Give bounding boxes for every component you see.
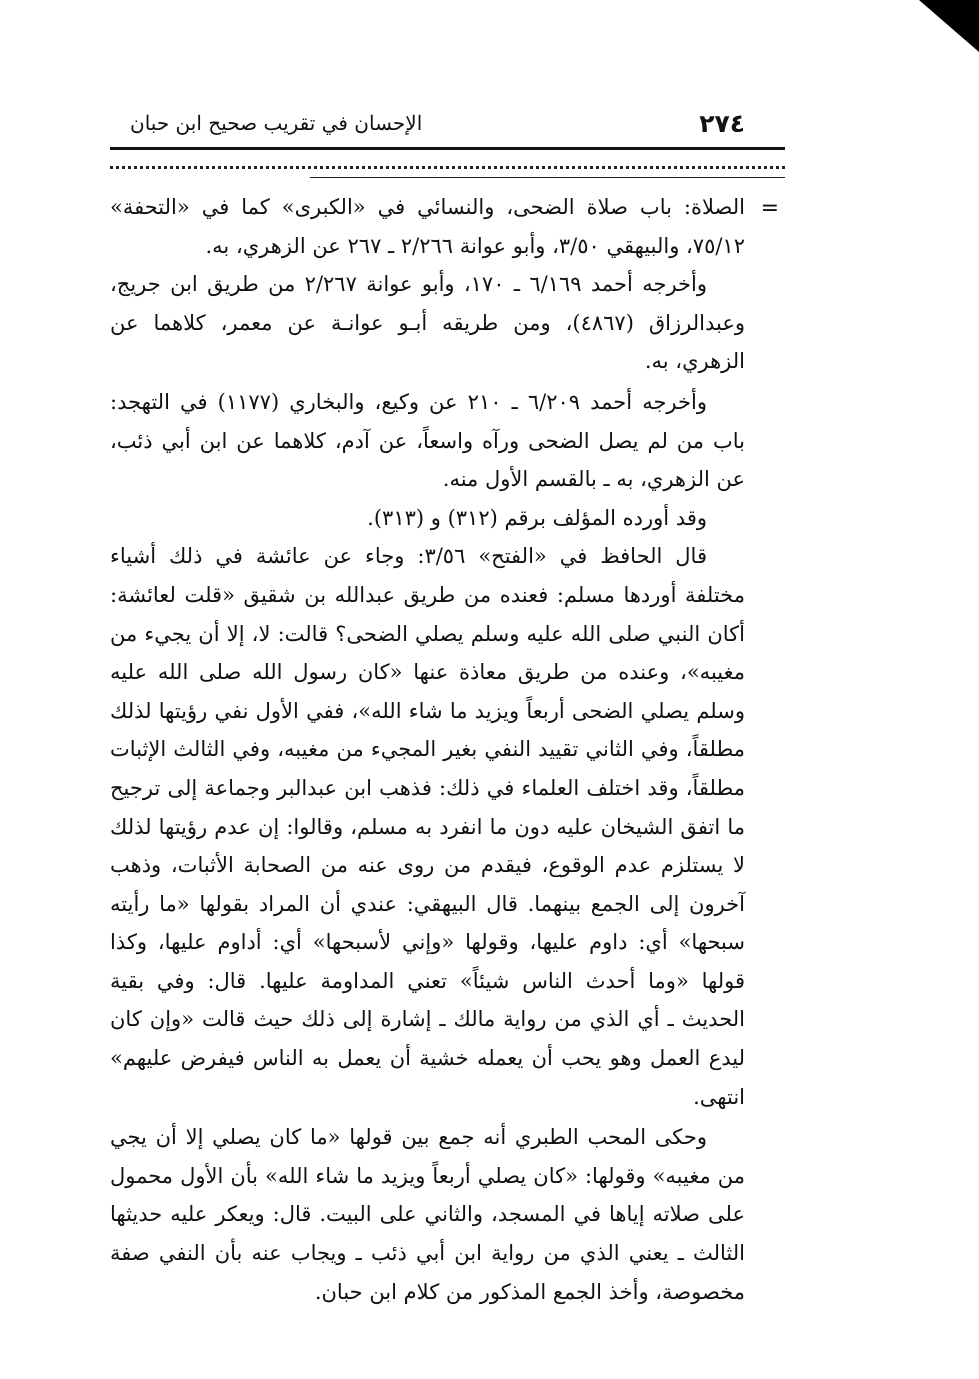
paragraph-muhibb-tabari: وحكى المحب الطبري أنه جمع بين قولها «ما كان يصلي إلا أن يجي من مغيبه» وقولها: «كان يصلي أربعاً ويزيد ما شاء الله» بأن الأول محمول على صلاته إياها في المسجد، والثاني على البيت. قال: ويعكر عليه حديثها الثالث ـ يعني الذي من رواية ابن أبي ذئب ـ ويجاب عنه بأن النفي صفة مخصوصة، وأخذ الجمع المذكور من كلام ابن حبان.	[110, 1125, 745, 1304]
paragraph-ahmad-ibn-jurayj: وأخرجه أحمد ٦/١٦٩ ـ ١٧٠، وأبو عوانة ٢/٢٦٧ من طريق ابن جريج، وعبدالرزاق (٤٨٦٧)، ومن طريقه أبـو عوانـة عن معمر، كلاهما عن الزهري، به.	[110, 272, 745, 374]
paragraph-ahmad-waki: وأخرجه أحمد ٦/٢٠٩ ـ ٢١٠ عن وكيع، والبخاري (١١٧٧) في التهجد: باب من لم يصل الضحى ورآه واسعاً، عن آدم، كلاهما عن ابن أبي ذئب، عن الزهري، به ـ بالقسم الأول منه.	[110, 389, 745, 492]
continuation-mark: =	[760, 196, 779, 221]
book-title: الإحسان في تقريب صحيح ابن حبان	[130, 111, 423, 135]
paragraph-sources: الصلاة: باب صلاة الضحى، والنسائي في «الكبرى» كما في «التحفة» ٧٥/١٢، والبيهقي ٣/٥٠، وأبو عوانة ٢/٢٦٦ ـ ٢٦٧ عن الزهري، به.	[110, 195, 745, 258]
page-corner-mark	[919, 0, 979, 52]
running-header	[110, 95, 785, 150]
paragraph-hafiz-fath: قال الحافظ في «الفتح» ٣/٥٦: وجاء عن عائشة في ذلك أشياء مختلفة أوردها مسلم: فعنده من طريق عبدالله بن شقيق «قلت لعائشة: أكان النبي صلى الله عليه وسلم يصلي الضحى؟ قالت: لا، إلا أن يجيء من مغيبه»، وعنده من طريق معاذة عنها «كان رسول الله صلى الله عليه وسلم يصلي الضحى أربعاً ويزيد ما شاء الله»، ففي الأول نفي رؤيتها لذلك مطلقاً، وفي الثاني تقييد النفي بغير المجيء من مغيبه، وفي الثالث الإثبات مطلقاً، وقد اختلف العلماء في ذلك: فذهب ابن عبدالبر وجماعة إلى ترجيح ما اتفق الشيخان عليه دون ما انفرد به مسلم، وقالوا: إن عدم رؤيتها لذلك لا يستلزم عدم الوقوع، فيقدم من روى عنه من الصحابة الأثبات، وذهب آخرون إلى الجمع بينهما. قال البيهقي: عندي أن المراد بقولها «ما رأيته سبحها» أي: داوم عليها، وقولها «وإني لأسبحها» أي: أداوم عليها، وكذا قولها «وما أحدث الناس شيئاً» تعني المداومة عليها. قال: وفي بقية الحديث ـ أي الذي من رواية مالك ـ إشارة إلى ذلك حيث قالت «وإن كان ليدع العمل وهو يحب أن يعمله خشية أن يعمل به الناس فيفرض عليهم» انتهى.	[110, 544, 745, 1109]
footnote-body	[110, 188, 785, 1311]
dotted-separator	[110, 164, 785, 169]
footnote-rule	[310, 177, 785, 178]
paragraph-author-reference: وقد أورده المؤلف برقم (٣١٢) و (٣١٣).	[367, 505, 707, 530]
page	[110, 95, 785, 1325]
page-number: ٢٧٤	[699, 109, 745, 138]
